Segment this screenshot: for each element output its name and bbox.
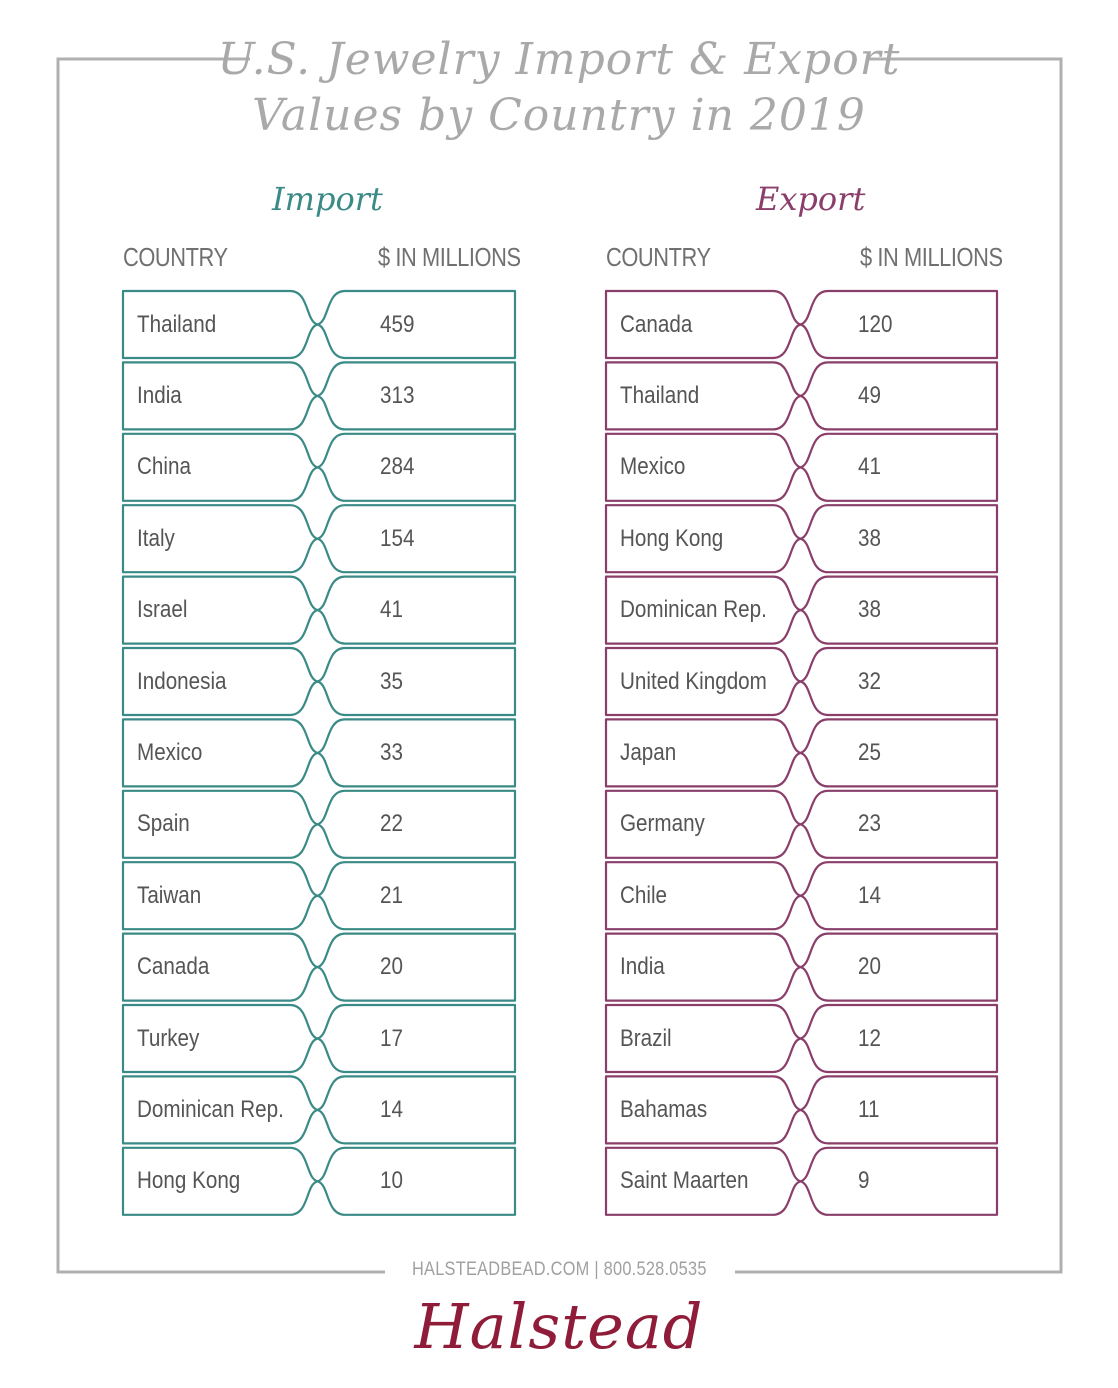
import-country-cell: Israel: [137, 596, 188, 624]
export-country-cell: Canada: [620, 310, 693, 338]
export-value-cell: 41: [858, 453, 881, 481]
import-value-cell: 14: [380, 1095, 403, 1123]
export-country-cell: Dominican Rep.: [620, 596, 767, 624]
export-value-cell: 32: [858, 667, 881, 695]
export-value-cell: 38: [858, 596, 881, 624]
export-country-cell: United Kingdom: [620, 667, 767, 695]
import-country-cell: Thailand: [137, 310, 217, 338]
import-row-frame: [123, 362, 515, 429]
import-value-header: $ IN MILLIONS: [378, 242, 521, 272]
export-country-cell: Bahamas: [620, 1095, 708, 1123]
import-country-cell: Taiwan: [137, 881, 202, 909]
import-country-cell: Hong Kong: [137, 1167, 241, 1195]
brand-logo: Halstead: [414, 1290, 704, 1363]
export-country-header: COUNTRY: [606, 242, 711, 272]
import-value-cell: 20: [380, 953, 403, 981]
import-value-cell: 21: [380, 881, 403, 909]
export-value-cell: 23: [858, 810, 881, 838]
import-country-cell: India: [137, 381, 182, 409]
export-value-cell: 20: [858, 953, 881, 981]
import-row-frame: [123, 505, 515, 572]
import-country-cell: Turkey: [137, 1024, 200, 1052]
import-value-cell: 17: [380, 1024, 403, 1052]
footer-contact-text: HALSTEADBEAD.COM | 800.528.0535: [411, 1259, 707, 1280]
export-country-cell: Saint Maarten: [620, 1167, 749, 1195]
export-value-cell: 38: [858, 524, 881, 552]
export-country-cell: Hong Kong: [620, 524, 724, 552]
footer-contact: [0, 1259, 1118, 1281]
import-value-cell: 154: [380, 524, 415, 552]
export-country-cell: Thailand: [620, 381, 700, 409]
export-value-cell: 25: [858, 738, 881, 766]
import-country-cell: China: [137, 453, 191, 481]
import-value-cell: 35: [380, 667, 403, 695]
export-country-cell: Chile: [620, 881, 668, 909]
export-country-cell: Mexico: [620, 453, 686, 481]
import-value-cell: 22: [380, 810, 403, 838]
export-value-cell: 11: [858, 1095, 880, 1123]
import-value-cell: 313: [380, 381, 415, 409]
page-title-line-1: U.S. Jewelry Import & Export: [217, 34, 901, 85]
import-value-cell: 33: [380, 738, 403, 766]
export-value-cell: 49: [858, 381, 881, 409]
export-country-cell: Japan: [620, 738, 677, 766]
export-value-cell: 120: [858, 310, 893, 338]
import-section-label: Import: [272, 180, 383, 218]
import-country-cell: Mexico: [137, 738, 203, 766]
page-title-line-2: Values by Country in 2019: [252, 90, 866, 141]
export-value-cell: 14: [858, 881, 881, 909]
import-country-cell: Italy: [137, 524, 175, 552]
import-value-cell: 459: [380, 310, 415, 338]
import-country-cell: Spain: [137, 810, 190, 838]
import-value-cell: 284: [380, 453, 415, 481]
export-value-cell: 9: [858, 1167, 870, 1195]
export-country-cell: India: [620, 953, 665, 981]
import-country-cell: Dominican Rep.: [137, 1095, 284, 1123]
export-country-cell: Brazil: [620, 1024, 672, 1052]
export-section-label: Export: [756, 180, 866, 218]
import-value-cell: 10: [380, 1167, 403, 1195]
export-value-header: $ IN MILLIONS: [860, 242, 1003, 272]
import-country-header: COUNTRY: [123, 242, 228, 272]
export-value-cell: 12: [858, 1024, 881, 1052]
export-country-cell: Germany: [620, 810, 705, 838]
import-country-cell: Indonesia: [137, 667, 227, 695]
import-country-cell: Canada: [137, 953, 210, 981]
import-value-cell: 41: [380, 596, 403, 624]
